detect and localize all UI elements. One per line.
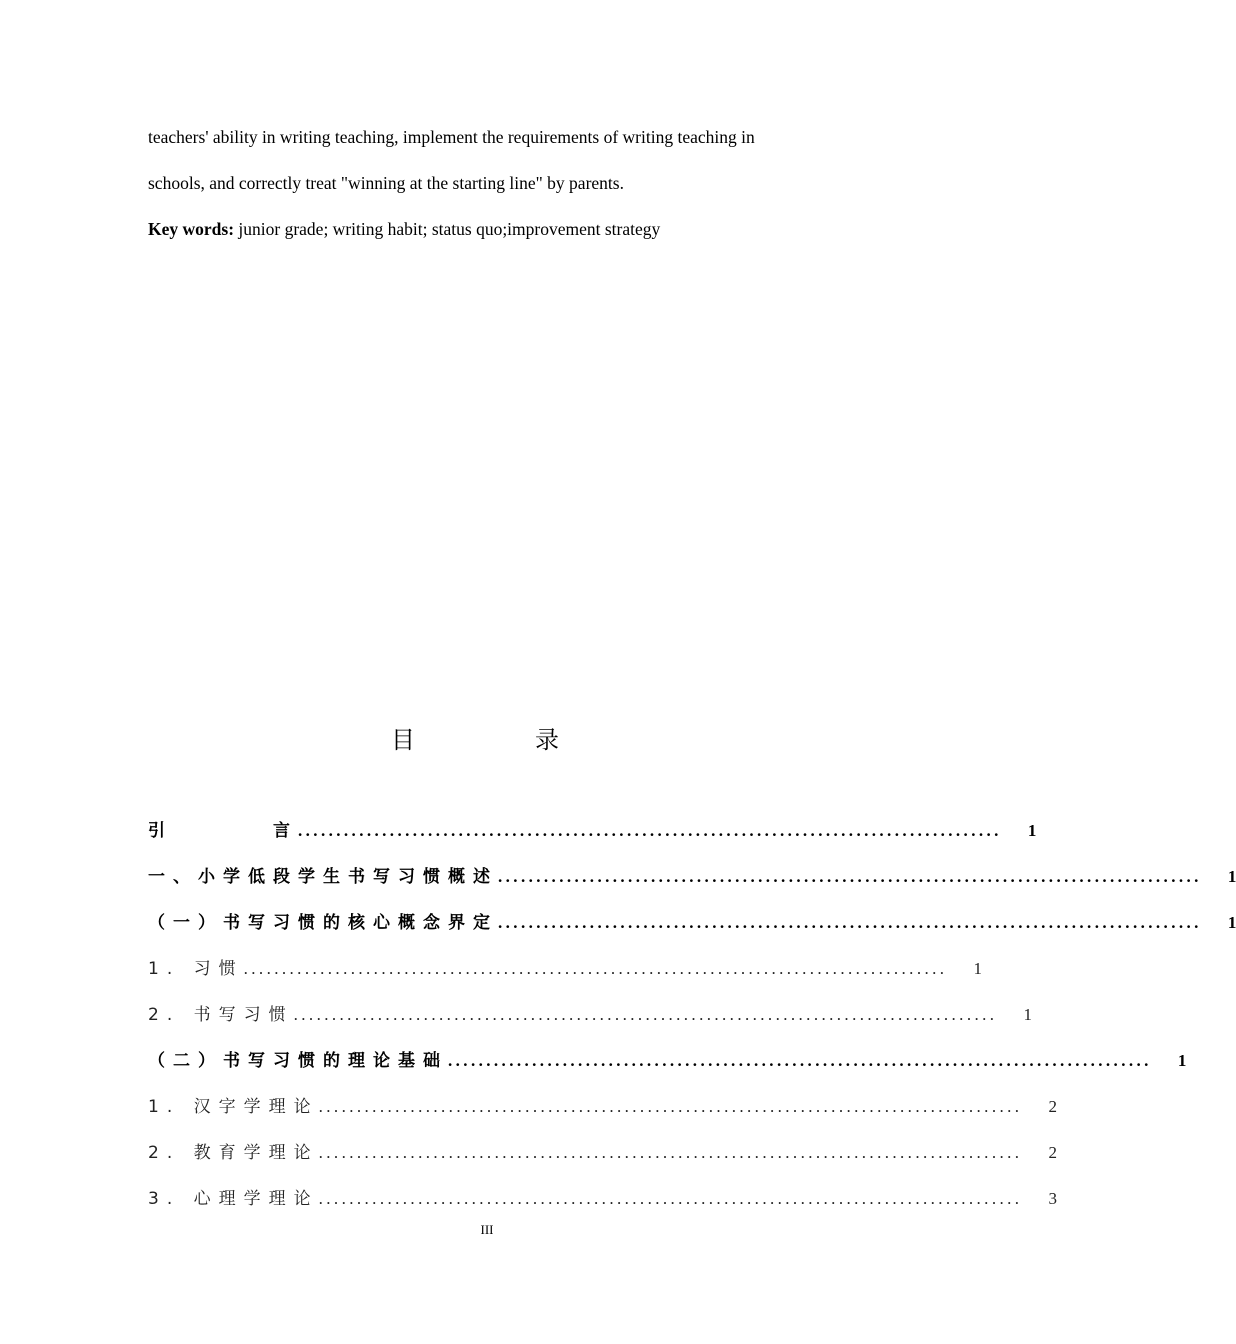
toc-leader: ............................................................................................ [318, 1189, 1023, 1208]
toc-title-right: 录 [535, 726, 559, 754]
toc-leader: ............................................................................................ [318, 1143, 1023, 1162]
toc-entry[interactable] [148, 1046, 1187, 1076]
toc-entry-label: 2. 书写习惯 [148, 1005, 294, 1025]
toc-entry-page: 3 [1048, 1189, 1057, 1208]
keywords-line [148, 213, 660, 245]
toc-entry-page: 2 [1048, 1097, 1057, 1116]
abstract-line-2: schools, and correctly treat "winning at the starting line" by parents. [148, 173, 624, 193]
toc-entry-label: 1. 习惯 [148, 959, 244, 979]
toc-entry-page: 1 [1177, 1051, 1187, 1070]
toc-entry-label: （一）书写习惯的核心概念界定 [148, 913, 498, 933]
toc-entry[interactable] [148, 908, 1236, 938]
toc-leader: ............................................................................................ [243, 959, 948, 978]
toc-leader: ............................................................................................ [498, 913, 1202, 932]
toc-entry[interactable] [148, 954, 982, 984]
toc-leader: ............................................................................................ [448, 1051, 1152, 1070]
page-number: III [480, 1222, 494, 1237]
toc-entry-label: 一、小学低段学生书写习惯概述 [148, 867, 498, 887]
toc-title-left: 目 [391, 726, 415, 754]
toc-entry-label: 3. 心理学理论 [148, 1189, 319, 1209]
toc-entry-label: 1. 汉字学理论 [148, 1097, 319, 1117]
toc-entry[interactable] [148, 1184, 1057, 1214]
abstract-line-1: teachers' ability in writing teaching, implement the requirements of writing teaching in [148, 127, 755, 147]
toc-entry[interactable] [148, 1138, 1057, 1168]
toc-entry-page: 1 [1027, 821, 1037, 840]
toc-entry[interactable] [148, 1092, 1057, 1122]
toc-entry-page: 1 [1023, 1005, 1032, 1024]
toc-entry-label: （二）书写习惯的理论基础 [148, 1051, 448, 1071]
toc-entry-page: 1 [973, 959, 982, 978]
toc-entry-label: 2. 教育学理论 [148, 1143, 319, 1163]
toc-entry[interactable] [148, 816, 1037, 846]
toc-title [0, 720, 950, 755]
keywords-text: junior grade; writing habit; status quo;improvement strategy [234, 219, 661, 239]
toc-entry-page: 1 [1227, 867, 1236, 886]
toc-entry[interactable] [148, 1000, 1032, 1030]
toc-entry-label: 引 言 [148, 821, 298, 841]
toc-leader: ............................................................................................ [298, 821, 1002, 840]
toc-leader: ............................................................................................ [293, 1005, 998, 1024]
toc-entry-page: 2 [1048, 1143, 1057, 1162]
toc-entry[interactable] [148, 862, 1236, 892]
toc-leader: ............................................................................................ [498, 867, 1202, 886]
keywords-label: Key words: [148, 219, 235, 239]
toc-leader: ............................................................................................ [318, 1097, 1023, 1116]
toc-entry-page: 1 [1227, 913, 1236, 932]
